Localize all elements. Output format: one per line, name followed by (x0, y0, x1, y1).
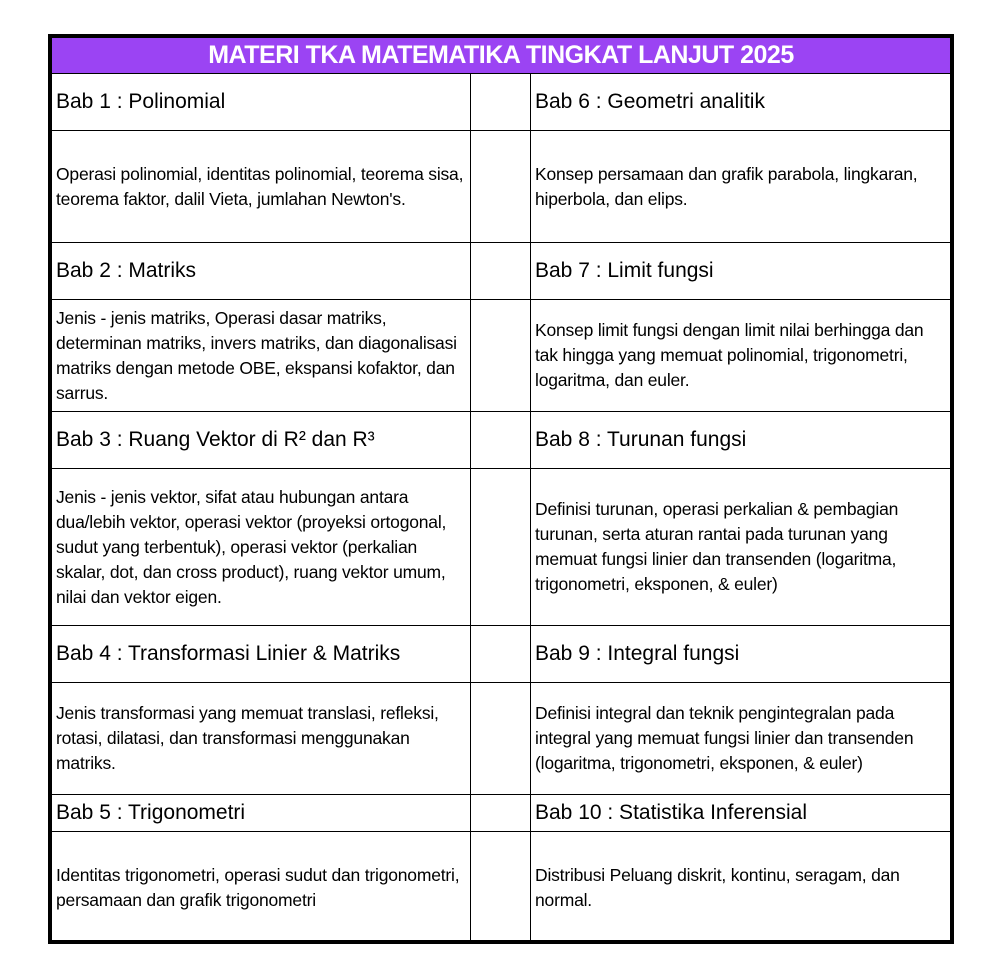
chapter-heading-bab-2: Bab 2 : Matriks (52, 243, 471, 300)
chapter-description-bab-1: Operasi polinomial, identitas polinomial, teorema sisa, teorema faktor, dalil Vieta, jumlahan Newton's. (52, 131, 471, 243)
chapter-heading-bab-4: Bab 4 : Transformasi Linier & Matriks (52, 626, 471, 683)
chapter-heading-bab-10: Bab 10 : Statistika Inferensial (531, 795, 950, 832)
chapter-description-bab-7: Konsep limit fungsi dengan limit nilai berhingga dan tak hingga yang memuat polinomial, trigonometri, logaritma, dan euler. (531, 300, 950, 412)
materi-table (48, 34, 954, 944)
chapter-description-bab-2: Jenis - jenis matriks, Operasi dasar matriks, determinan matriks, invers matriks, dan diagonalisasi matriks dengan metode OBE, ekspansi kofaktor, dan sarrus. (52, 300, 471, 412)
chapter-description-bab-4: Jenis transformasi yang memuat translasi, refleksi, rotasi, dilatasi, dan transformasi menggunakan matriks. (52, 683, 471, 795)
chapter-description-bab-8: Definisi turunan, operasi perkalian & pembagian turunan, serta aturan rantai pada turunan yang memuat fungsi linier dan transenden (logaritma, trigonometri, eksponen, & euler) (531, 469, 950, 626)
chapter-heading-bab-3: Bab 3 : Ruang Vektor di R² dan R³ (52, 412, 471, 469)
spacer-cell (471, 469, 531, 626)
spacer-cell (471, 832, 531, 944)
chapter-description-bab-5: Identitas trigonometri, operasi sudut dan trigonometri, persamaan dan grafik trigonometri (52, 832, 471, 944)
table-title: MATERI TKA MATEMATIKA TINGKAT LANJUT 2025 (52, 38, 950, 74)
spacer-cell (471, 300, 531, 412)
spacer-cell (471, 683, 531, 795)
spacer-cell (471, 243, 531, 300)
spacer-cell (471, 131, 531, 243)
chapter-heading-bab-8: Bab 8 : Turunan fungsi (531, 412, 950, 469)
chapter-description-bab-9: Definisi integral dan teknik pengintegralan pada integral yang memuat fungsi linier dan transenden (logaritma, trigonometri, eksponen, & euler) (531, 683, 950, 795)
chapter-heading-bab-1: Bab 1 : Polinomial (52, 74, 471, 131)
spacer-cell (471, 626, 531, 683)
spacer-cell (471, 412, 531, 469)
chapter-description-bab-3: Jenis - jenis vektor, sifat atau hubungan antara dua/lebih vektor, operasi vektor (proyeksi ortogonal, sudut yang terbentuk), operasi vektor (perkalian skalar, dot, dan cross product), ruang vektor umum, nilai dan vektor eigen. (52, 469, 471, 626)
chapter-heading-bab-9: Bab 9 : Integral fungsi (531, 626, 950, 683)
chapter-description-bab-10: Distribusi Peluang diskrit, kontinu, seragam, dan normal. (535, 865, 900, 910)
spacer-cell (471, 795, 531, 832)
chapter-heading-bab-6: Bab 6 : Geometri analitik (531, 74, 950, 131)
chapter-heading-bab-7: Bab 7 : Limit fungsi (531, 243, 950, 300)
chapter-heading-bab-5: Bab 5 : Trigonometri (52, 795, 471, 832)
chapter-description-bab-6: Konsep persamaan dan grafik parabola, lingkaran, hiperbola, dan elips. (531, 131, 950, 243)
spacer-cell (471, 74, 531, 131)
